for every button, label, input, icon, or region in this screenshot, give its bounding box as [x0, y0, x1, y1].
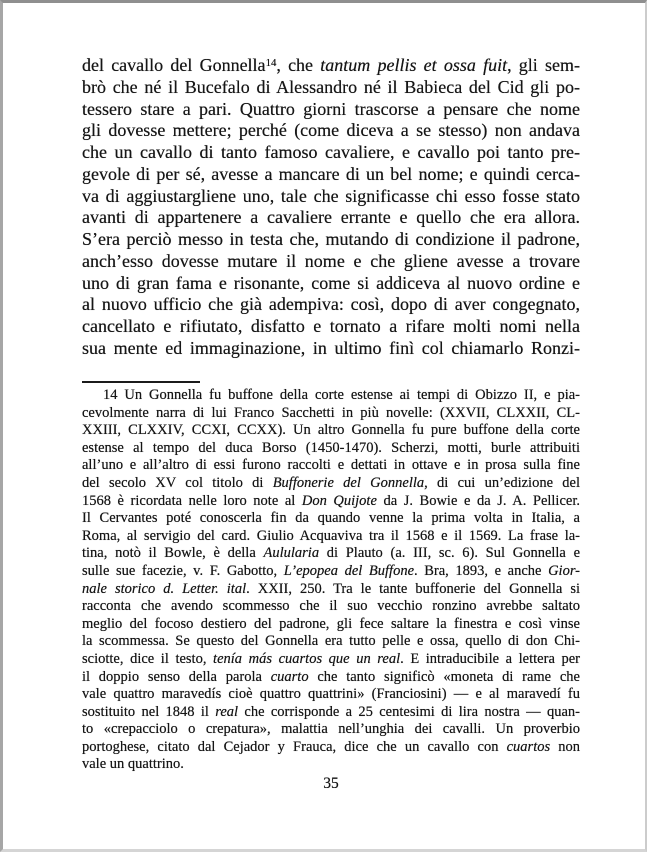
text-line: gevole di per sé, avesse a mancare di un bel nome; e quindi cerca- [82, 163, 580, 184]
text-line: meglio del focoso destiero del padrone, gli fece saltare la finestra e così vinse [82, 615, 580, 632]
text-line: S’era perciò messo in testa che, mutando di condizione il padrone, [82, 229, 580, 249]
text-line: 1568 è ricordata nelle loro note al Don Quijote da J. Bowie e da J. A. Pellicer. [82, 492, 580, 509]
text-line: al nuovo ufficio che già adempiva: così, dopo di aver congegnato, [82, 294, 580, 315]
text-line: cevolmente narra di lui Franco Sacchetti in più novelle: (XXVII, CLXXII, CL- [82, 404, 580, 421]
text-line: 14 Un Gonnella fu buffone della corte estense ai tempi di Obizzo II, e pia- [103, 387, 580, 403]
text-line: vale un quattrino. [82, 756, 184, 773]
text-line: portoghese, citato dal Cejador y Frauca, dice che un cavallo con cuartos non [82, 738, 581, 755]
text-line: del secolo XV col titolo di Buffonerie del Gonnella, di cui un’edizione del [82, 474, 580, 491]
text-line: va di aggiustargliene uno, tale che significasse chi esso fosse stato [82, 185, 580, 206]
text-line: sciotte, dice il testo, tenía más cuartos que un real. E intraducibile a lettera per [82, 650, 580, 667]
body-text [82, 55, 580, 360]
text-line: XXIII, CLXXIV, CCXI, CCXX). Un altro Gonnella fu pure buffone della corte [82, 422, 580, 439]
text-line: brò che né il Bucefalo di Alessandro né il Babieca del Cid gli po- [82, 76, 580, 97]
text-line: all’uno e all’altro di essi furono raccolti e dettati in ottave e in prosa sulla fine [82, 457, 580, 474]
text-line: uno di gran fama e risonante, come si addiceva al nuovo ordine e [82, 272, 580, 293]
text-line: Il Cervantes poté conoscerla fin da quando venne la prima volta in Italia, a [82, 510, 580, 527]
text-line: nale storico d. Letter. ital. XXII, 250. Tra le tante buffonerie del Gonnella si [82, 580, 580, 597]
text-line: il doppio senso della parola cuarto che tanto significò «moneta di rame che [82, 668, 580, 685]
text-line: cancellato e rifiutato, disfatto e tornato a rifare molti nomi nella [82, 316, 580, 336]
text-line: sua mente ed immaginazione, in ultimo finì col chiamarlo Ronzi- [82, 337, 580, 358]
text-line: tina, notò il Bowle, è della Aulularia di Plauto (a. III, sc. 6). Sul Gonnella e [82, 545, 581, 562]
text-line: racconta che avendo scommesso che il suo vecchio ronzino avrebbe saltato [82, 598, 580, 615]
text-line: vale quattro maravedís cioè quattro quattrini» (Franciosini) — e al maravedí fu [82, 686, 580, 703]
text-line: estense al tempo del duca Borso (1450-1470). Scherzi, motti, burle attribuiti [82, 439, 580, 456]
text-line: che un cavallo di tanto famoso cavaliere, e cavallo poi tanto pre- [82, 142, 580, 162]
text-line: la scommessa. Se questo del Gonnella era tutto pelle e ossa, quello di don Chi- [82, 633, 580, 650]
text-line: avanti di appartenere a cavaliere errante e quello che era allora. [82, 207, 580, 228]
text-line: del cavallo del Gonnella$^{14}$, che tantum pellis et ossa fuit, gli sem- [82, 55, 580, 75]
text-line: tessero stare a pari. Quattro giorni trascorse a pensare che nome [82, 98, 580, 119]
text-line: sostituito nel 1848 il real che corrisponde a 25 centesimi di lira nostra — quan- [82, 703, 580, 720]
footnote-reference: 14 [265, 57, 277, 70]
text-line: Roma, al servigio del card. Giulio Acquaviva tra il 1568 e il 1569. La frase la- [82, 527, 580, 544]
text-line: gli dovesse mettere; perché (come diceva a se stesso) non andava [82, 120, 580, 141]
text-line: to «crepacciolo o crepatura», malattia nell’unghia dei cavalli. Un proverbio [82, 721, 580, 738]
footnote-separator [82, 381, 200, 383]
text-line: sulle sue facezie, v. F. Gabotto, L’epopea del Buffone. Bra, 1893, e anche Gior- [82, 562, 580, 579]
footnote-text [82, 387, 580, 774]
page-number: 35 [323, 775, 339, 792]
text-line: anch’esso dovesse mutare il nome e che gliene avesse a trovare [82, 250, 580, 271]
